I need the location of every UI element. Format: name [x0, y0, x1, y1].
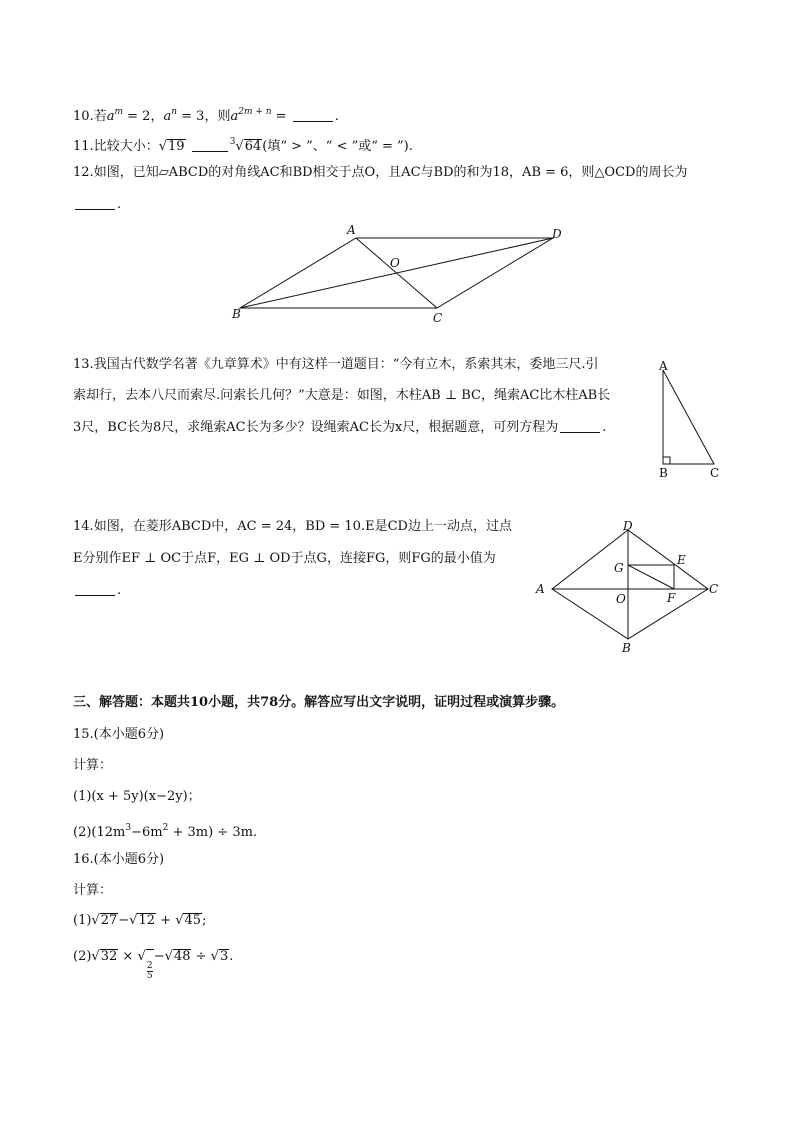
q10-expr: a: [230, 109, 239, 124]
q10-text: = 3，则: [177, 109, 231, 124]
label-b: B: [659, 466, 668, 480]
diagonal-bd: [240, 238, 553, 308]
q10-exponent: m: [114, 107, 124, 117]
label-d: D: [552, 227, 562, 241]
operator: −: [153, 949, 165, 964]
q10-text: 若: [93, 109, 107, 124]
label-f: F: [667, 591, 676, 605]
label-d: D: [623, 519, 633, 533]
operator: ×: [118, 949, 138, 964]
label-c: C: [433, 311, 443, 325]
label-a: A: [659, 359, 668, 373]
label-b: B: [622, 641, 631, 655]
q14-text: E分别作EF ⊥ OC于点F，EG ⊥ OD于点G，连接FG，则FG的最小值为: [73, 551, 496, 566]
question-16-title: 16.(本小题6分): [73, 852, 165, 867]
question-15-part2: [73, 818, 257, 843]
question-15-part1: (1)(x + 5y)(x−2y)；: [73, 789, 201, 804]
q10-exponent: 2m + n: [238, 107, 272, 117]
q15-exponent: 3: [125, 823, 132, 833]
q10-end: .: [334, 109, 339, 124]
label-g: G: [614, 561, 624, 575]
sqrt-3: 3: [219, 949, 229, 964]
q15-expr: −6m: [131, 825, 163, 840]
question-13-line1: [73, 355, 598, 375]
q13-end: .: [602, 420, 607, 435]
q14-text: 如图，在菱形ABCD中，AC = 24，BD = 10.E是CD边上一动点，过点: [93, 519, 512, 534]
triangle-abc: [663, 370, 714, 464]
q11-text: 比较大小：: [93, 139, 159, 154]
q13-text: 索却行，去本八尺而索尽.问索长几何？”大意是：如图，木柱AB ⊥ BC，绳索AC比木柱AB长: [73, 388, 611, 403]
question-14-line2: [73, 549, 496, 569]
label-a: A: [536, 582, 545, 596]
question-number: 11.: [73, 139, 94, 154]
q12-text: 如图，已知▱ABCD的对角线AC和BD相交于点O，且AC与BD的和为18，AB = 6，则△OCD的周长为: [93, 165, 688, 180]
section-heading: 三、解答题：本题共10小题，共78分。解答应写出文字说明，证明过程或演算步骤。: [73, 695, 565, 710]
fraction-2-5: [147, 962, 153, 981]
sqrt-48: 48: [173, 949, 191, 964]
question-10: [73, 102, 339, 127]
label-c: C: [709, 582, 719, 596]
label-c: C: [710, 466, 720, 480]
label-o: O: [616, 592, 626, 606]
figure-parallelogram: [225, 220, 575, 330]
cube-root-index: 3: [229, 137, 236, 147]
label-a: A: [347, 223, 356, 237]
q15-expr: (2)(12m: [73, 825, 126, 840]
question-number: 12.: [73, 165, 94, 180]
q15-expr: + 3m) ÷ 3m.: [168, 825, 258, 840]
answer-blank[interactable]: [293, 107, 333, 122]
sqrt-12: 12: [138, 913, 156, 928]
q13-text: 3尺，BC长为8尺，求绳索AC长为多少？设绳索AC长为x尺，根据题意，可列方程为: [73, 420, 559, 435]
question-13-line3: [73, 418, 606, 438]
denominator: 5: [146, 971, 153, 981]
q10-exponent: n: [171, 107, 178, 117]
operator: −: [118, 913, 130, 928]
q13-text: 我国古代数学名著《九章算术》中有这样一道题目：“今有立木，系索其末，委地三尺.引: [93, 357, 599, 372]
sqrt-fraction: [146, 949, 154, 981]
label-o: O: [390, 256, 400, 270]
q10-expr: a: [163, 109, 172, 124]
question-15-title: 15.(本小题6分): [73, 727, 165, 742]
question-16-part1: (1)√27−√12 + √45;: [73, 913, 207, 928]
q10-text: = 2，: [123, 109, 164, 124]
question-13-line2: [73, 386, 610, 406]
question-16-instruction: 计算：: [73, 883, 113, 898]
punctuation: ;: [202, 913, 207, 928]
figure-right-triangle: [652, 358, 732, 483]
question-14-answer: [73, 581, 121, 601]
answer-blank[interactable]: [75, 581, 115, 596]
sqrt-32: 32: [100, 949, 118, 964]
sqrt-27: 27: [100, 913, 118, 928]
numerator: 2: [146, 961, 153, 971]
question-number: 10.: [73, 109, 94, 124]
question-14-line1: [73, 517, 512, 537]
q10-text: =: [271, 109, 291, 124]
label-b: B: [232, 307, 241, 321]
punctuation: .: [229, 949, 234, 964]
question-15-instruction: 计算：: [73, 758, 113, 773]
right-angle-mark: [663, 457, 670, 464]
q12-end: .: [117, 197, 122, 212]
segment-fg: [628, 565, 674, 589]
question-number: 13.: [73, 357, 94, 372]
sqrt-19: 19: [168, 139, 185, 154]
question-12-answer: [73, 195, 121, 215]
part-label: (2): [73, 949, 92, 964]
operator: ÷: [191, 949, 211, 964]
q10-expr: a: [106, 109, 115, 124]
question-number: 14.: [73, 519, 94, 534]
question-16-part2: (2)√32 × √ $\frac{2}{5}$ −√48 ÷ √3.: [73, 949, 234, 981]
figure-rhombus: [528, 518, 728, 656]
answer-blank[interactable]: [75, 195, 115, 210]
rhombus-abcd: [552, 530, 708, 639]
sqrt-45: 45: [184, 913, 202, 928]
answer-blank[interactable]: [560, 418, 600, 433]
question-11: 11.比较大小：√19 $^3$√64(填“ > ”、“ < ”或“ = ”).: [73, 137, 413, 154]
label-e: E: [677, 553, 686, 567]
q15-exponent: 2: [162, 823, 169, 833]
question-12: [73, 163, 687, 183]
q14-end: .: [117, 583, 122, 598]
operator: +: [156, 913, 176, 928]
q11-hint: (填“ > ”、“ < ”或“ = ”).: [262, 139, 413, 154]
answer-blank[interactable]: [192, 137, 228, 152]
cube-root-64: 64: [244, 139, 262, 154]
part-label: (1): [73, 913, 92, 928]
